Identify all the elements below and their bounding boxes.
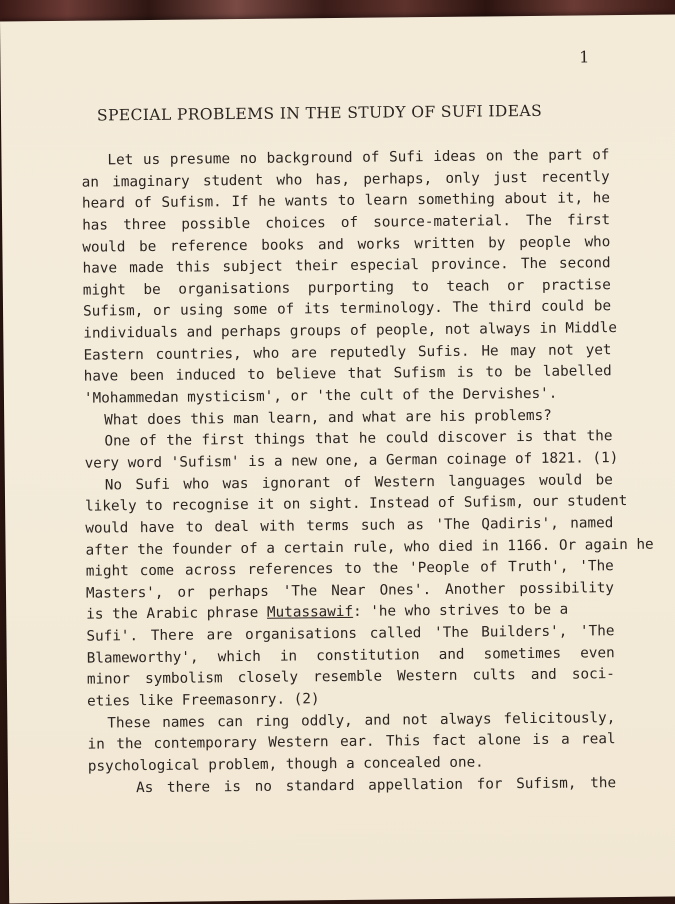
text-line: Blameworthy', which in constitution and sometimes even (86, 644, 615, 667)
text-line: have been induced to believe that Sufism is to be labelled (83, 363, 612, 386)
text-line: minor symbolism closely resemble Western cults and soci- (86, 666, 615, 689)
page-title: SPECIAL PROBLEMS IN THE STUDY OF SUFI IDEAS (96, 101, 543, 125)
text-line: No Sufi who was ignorant of Western languages would be (104, 471, 613, 494)
text-line: One of the first things that he could discover is that the (104, 428, 613, 450)
text-line: likely to recognise it on sight. Instead of Sufism, our student (85, 493, 628, 515)
text-segment: is the Arabic phrase (86, 605, 259, 624)
text-line: heard of Sufism. If he wants to learn something about it, he (81, 190, 610, 212)
text-line: psychological problem, though a concealed one. (87, 754, 484, 775)
text-line: As there is no standard appellation for Sufism, the (135, 774, 617, 796)
text-line: in the contemporary Western ear. This fact alone is a real (87, 731, 616, 753)
text-line: an imaginary student who has, perhaps, only just recently (81, 168, 610, 191)
text-line: Eastern countries, who are reputedly Sufis. He may not yet (83, 341, 612, 364)
text-line: might come across references to the 'People of Truth', 'The (85, 558, 614, 580)
text-line: after the founder of a certain rule, who died in 1166. Or again he (85, 536, 654, 559)
page-number: 1 (579, 47, 590, 67)
text-line: have made this subject their especial province. The second (82, 255, 611, 277)
text-line: What does this man learn, and what are his problems? (104, 407, 552, 429)
text-line: Sufi'. There are organisations called 'The Builders', 'The (86, 623, 615, 645)
text-line: Masters', or perhaps 'The Near Ones'. Another possibility (85, 579, 615, 602)
text-line: eties like Freemasonry. (2) (87, 691, 320, 710)
text-line: would be reference books and works written by people who (82, 233, 611, 256)
text-line: Let us presume no background of Sufi ideas on the part of (107, 147, 610, 169)
book-page (0, 14, 675, 903)
text-line: would have to deal with terms such as 'The Qadiris', named (85, 515, 614, 537)
text-line: individuals and perhaps groups of people, not always in Middle (83, 320, 618, 342)
text-line: might be organisations purporting to teach or practise (82, 276, 611, 299)
body-text (81, 145, 654, 800)
text-line: has three possible choices of source-material. The first (82, 212, 611, 234)
text-line: Sufism, or using some of its terminology. The third could be (82, 298, 612, 321)
text-line: These names can ring oddly, and not always felicitously, (107, 709, 616, 732)
arabic-term: Mutassawif (266, 604, 354, 622)
text-line: very word 'Sufism' is a new one, a German coinage of 1821. (1) (84, 450, 619, 472)
text-segment: : 'he who strives to be a (352, 602, 569, 621)
text-line: 'Mohammedan mysticism', or 'the cult of the Dervishes'. (83, 385, 558, 407)
